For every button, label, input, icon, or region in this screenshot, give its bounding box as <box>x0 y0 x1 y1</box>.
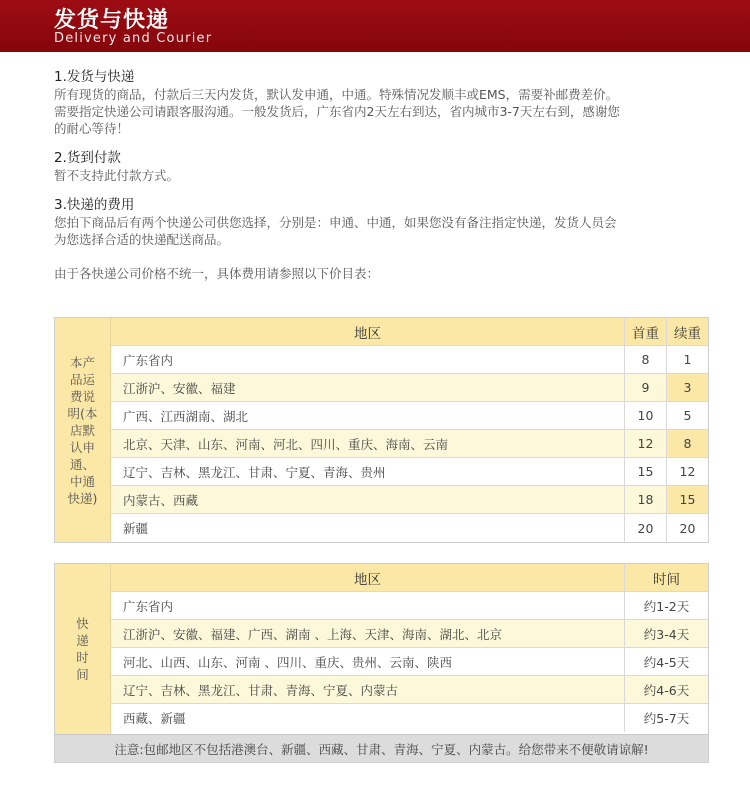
extra-weight-cell: 5 <box>683 408 692 423</box>
time-cell: 约4-6天 <box>643 682 690 698</box>
table-row <box>111 676 708 704</box>
region-cell: 北京、天津、山东、河南、河北、四川、重庆、海南、云南 <box>111 430 625 457</box>
fee-table-side-label: 本产品运费说明(本店默认申通、中通快递) <box>55 318 111 542</box>
section-line: 暂不支持此付款方式。 <box>54 168 180 183</box>
region-cell: 内蒙古、西藏 <box>111 486 625 513</box>
extra-weight-cell: 15 <box>667 486 708 513</box>
price-note: 由于各快递公司价格不统一，具体费用请参照以下价目表： <box>54 266 380 281</box>
first-weight-cell: 12 <box>625 430 667 457</box>
time-cell: 约1-2天 <box>643 598 690 614</box>
region-cell: 广西、江西湖南、湖北 <box>111 402 625 429</box>
time-cell: 约4-5天 <box>643 654 690 670</box>
table-header-row <box>111 564 708 592</box>
region-cell: 新疆 <box>111 514 625 542</box>
table-row <box>111 704 708 732</box>
time-cell: 约3-4天 <box>643 626 690 642</box>
region-cell: 江浙沪、安徽、福建、广西、湖南 、上海、天津、海南、湖北、北京 <box>111 620 625 647</box>
first-weight-cell: 18 <box>625 486 667 513</box>
extra-weight-cell: 3 <box>667 374 708 401</box>
fee-table-grid <box>111 318 708 542</box>
region-cell: 河北、山西、山东、河南 、四川、重庆、贵州、云南、陕西 <box>111 648 625 675</box>
region-cell: 广东省内 <box>111 592 625 619</box>
page-title: 发货与快递 <box>54 8 170 33</box>
header-region: 地区 <box>111 318 625 345</box>
extra-weight-cell: 20 <box>679 520 696 536</box>
section-heading: 2.货到付款 <box>54 150 121 166</box>
region-cell: 江浙沪、安徽、福建 <box>111 374 625 401</box>
first-weight-cell: 10 <box>625 402 667 429</box>
section-delivery <box>54 68 714 137</box>
extra-weight-cell: 8 <box>667 430 708 457</box>
time-table-side-label: 快递时间 <box>55 564 111 734</box>
section-line: 需要指定快递公司请跟客服沟通。一般发货后，广东省内2天左右到达，省内城市3-7天左右到，感谢您 <box>54 104 620 119</box>
header-extra-weight: 续重 <box>674 325 701 342</box>
delivery-time-table <box>54 563 709 763</box>
table-row <box>111 620 708 648</box>
table-header-row <box>111 318 708 346</box>
section-line: 的耐心等待！ <box>54 121 130 136</box>
table-row <box>111 648 708 676</box>
header-first-weight: 首重 <box>625 318 667 345</box>
shipping-footnote: 注意:包邮地区不包括港澳台、新疆、西藏、甘肃、青海、宁夏、内蒙古。给您带来不便敬请谅解! <box>55 734 708 762</box>
extra-weight-cell: 12 <box>679 464 696 479</box>
table-row <box>111 346 708 374</box>
header-region: 地区 <box>111 564 625 591</box>
shipping-fee-table <box>54 317 709 543</box>
header-time: 时间 <box>653 571 680 588</box>
first-weight-cell: 8 <box>625 346 667 373</box>
table-row <box>111 430 708 458</box>
table-row <box>111 514 708 542</box>
section-line: 为您选择合适的快递配送商品。 <box>54 232 230 247</box>
region-cell: 广东省内 <box>111 346 625 373</box>
first-weight-cell: 20 <box>625 514 667 542</box>
table-row <box>111 592 708 620</box>
table-row <box>111 486 708 514</box>
first-weight-cell: 9 <box>625 374 667 401</box>
section-line: 所有现货的商品，付款后三天内发货，默认发申通，中通。特殊情况发顺丰或EMS，需要补邮费差价。 <box>54 87 619 102</box>
table-row <box>111 402 708 430</box>
page-subtitle: Delivery and Courier <box>54 31 213 46</box>
header-banner <box>0 0 750 52</box>
time-table-grid <box>111 564 708 732</box>
table-row <box>111 374 708 402</box>
time-cell: 约5-7天 <box>643 711 690 726</box>
extra-weight-cell: 1 <box>683 352 692 367</box>
region-cell: 辽宁、吉林、黑龙江、甘肃、宁夏、青海、贵州 <box>111 458 625 485</box>
section-line: 您拍下商品后有两个快递公司供您选择，分别是：申通、中通，如果您没有备注指定快递，发货人员会 <box>54 215 617 230</box>
intro-section <box>54 68 714 294</box>
table-row <box>111 458 708 486</box>
region-cell: 辽宁、吉林、黑龙江、甘肃、青海、宁夏、内蒙古 <box>111 676 625 703</box>
section-heading: 3.快递的费用 <box>54 197 135 213</box>
section-fees <box>54 196 714 282</box>
region-cell: 西藏、新疆 <box>111 704 625 732</box>
section-heading: 1.发货与快递 <box>54 69 135 85</box>
first-weight-cell: 15 <box>625 458 667 485</box>
section-cod <box>54 149 714 184</box>
